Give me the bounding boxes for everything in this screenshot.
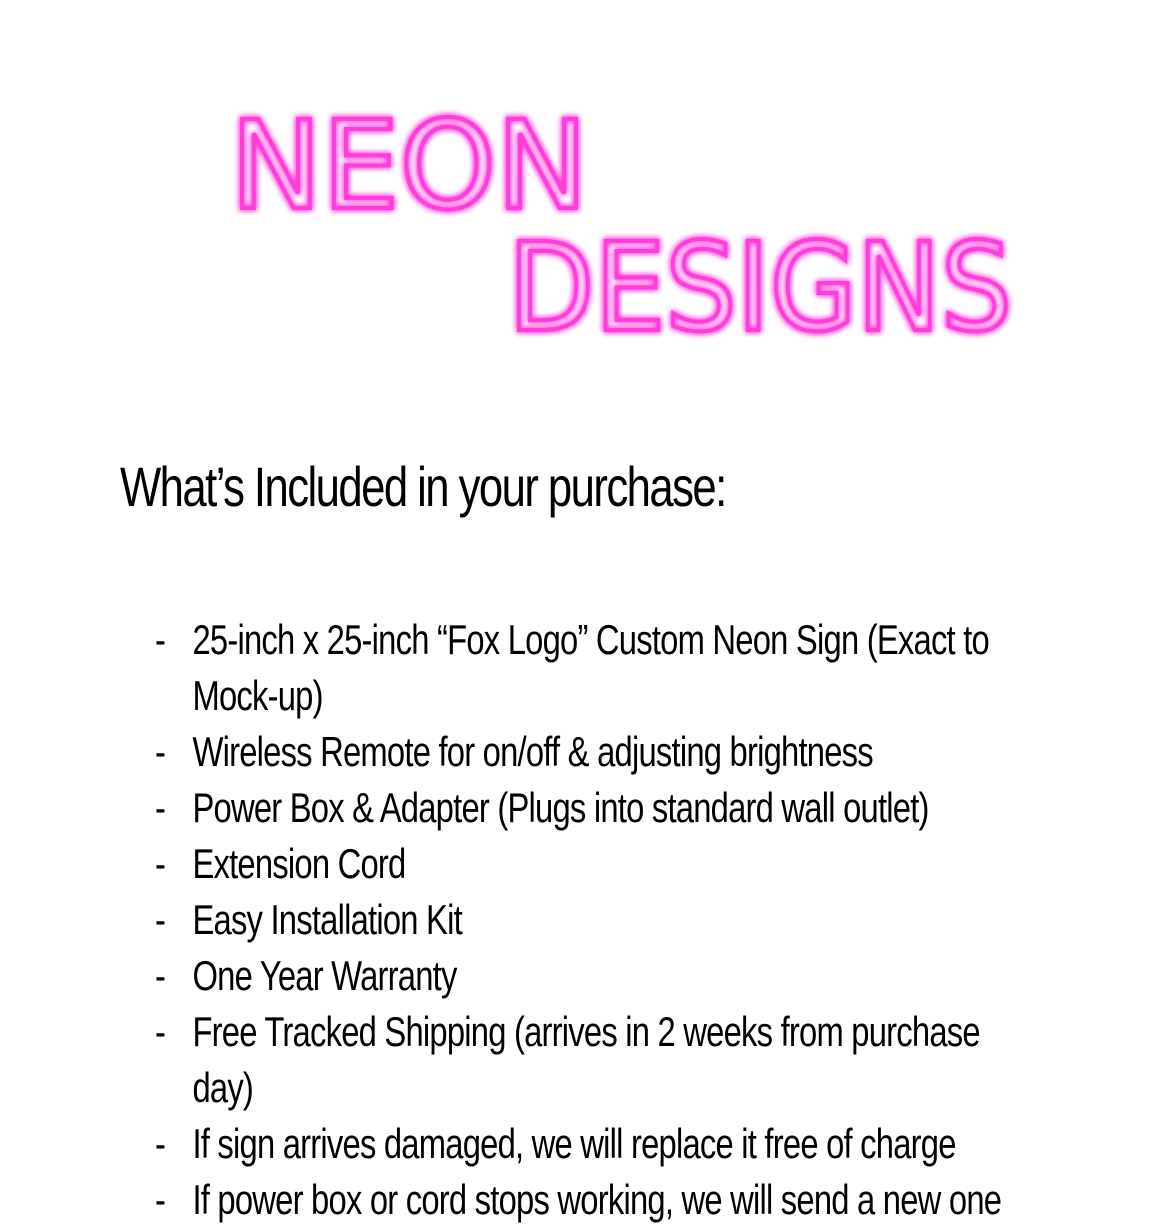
list-item-text: Easy Installation Kit [192,896,462,943]
list-item [155,612,1044,724]
bullet-dash: - [155,952,166,999]
logo-word-designs: DESIGNS [508,217,1012,359]
list-item-text: Extension Cord [192,840,406,887]
list-item [155,780,1044,836]
list-item-text: If sign arrives damaged, we will replace it free of charge [192,1120,956,1167]
list-item [155,836,1044,892]
bullet-dash: - [155,896,166,943]
bullet-dash: - [155,616,166,663]
bullet-dash: - [155,784,166,831]
neon-designs-logo [210,90,1040,360]
logo-word-neon: NEON [230,95,588,237]
bullet-dash: - [155,728,166,775]
list-item-text: If power box or cord stops working, we will send a new one [192,1176,1002,1223]
list-item-text: One Year Warranty [192,952,457,999]
list-item [155,892,1044,948]
list-item [155,948,1044,1004]
included-items-list [155,612,1044,1228]
bullet-dash: - [155,840,166,887]
list-item [155,724,1044,780]
bullet-dash: - [155,1176,166,1223]
list-item [155,1116,1044,1172]
bullet-dash: - [155,1120,166,1167]
list-item [155,1172,1044,1228]
list-item-text: Wireless Remote for on/off & adjusting brightness [192,728,873,775]
bullet-dash: - [155,1008,166,1055]
list-item [155,1004,1044,1116]
list-item-text: Power Box & Adapter (Plugs into standard wall outlet) [192,784,929,831]
list-item-text: Free Tracked Shipping (arrives in 2 weeks from purchase day) [192,1008,980,1111]
list-item-text: 25-inch x 25-inch “Fox Logo” Custom Neon Sign (Exact to Mock-up) [192,616,989,719]
page-heading: What’s Included in your purchase: [120,455,726,518]
